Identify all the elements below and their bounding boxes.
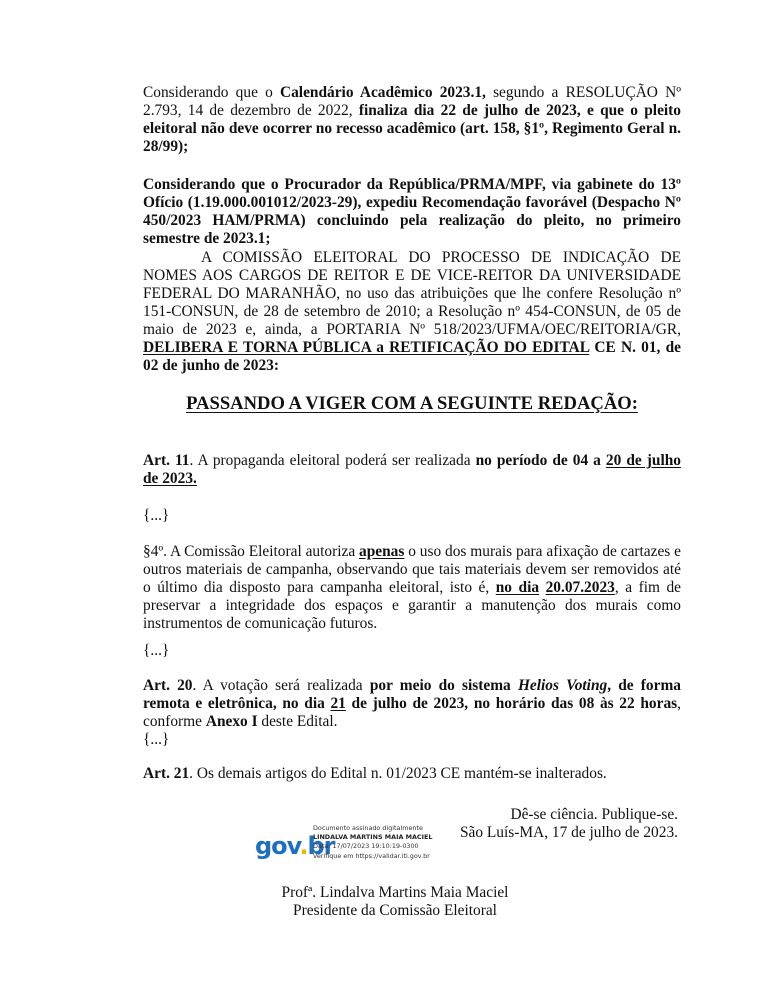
bold-run: de julho de 2023, no horário das 08 às 22 horas [345, 695, 678, 712]
signature-verify-link: Verifique em https://validar.iti.gov.br [313, 851, 430, 860]
paragraph-considerando-calendario [143, 84, 681, 156]
text-run: , a fim de preservar a integridade dos espaços e garantir a manutenção dos murais como instrumentos de comunicação futuros. [143, 579, 681, 632]
closing-line-date: São Luís-MA, 17 de julho de 2023. [459, 824, 678, 841]
ellipsis-marker: {...} [143, 642, 170, 659]
signer-name: LINDALVA MARTINS MAIA MACIEL [313, 833, 433, 842]
bold-run: Anexo I [205, 713, 258, 730]
text-run: . Os demais artigos do Edital n. 01/2023 CE mantém-se inalterados. [189, 765, 607, 782]
ellipsis-marker: {...} [143, 731, 170, 748]
section-heading: PASSANDO A VIGER COM A SEGUINTE REDAÇÃO: [186, 393, 638, 414]
digital-signature-stamp [255, 824, 445, 864]
bold-run: , de forma remota e eletrônica, no dia [143, 677, 681, 712]
bold-underlined-run: apenas [359, 543, 405, 560]
signatory-block [250, 884, 540, 920]
signature-date: Data: 17/07/2023 19:10:19-0300 [313, 842, 419, 851]
bold-underlined-run: no dia [495, 579, 540, 596]
bold-run: Considerando que o Procurador da República/PRMA/MPF, via gabinete do 13º Ofício (1.19.000.001012/2023-29), expediu Recomendação favorável (Despacho Nº 450/2023 HAM/PRMA) concluindo pela realização do pleito, no primeiro semestre de 2023.1; [143, 176, 681, 247]
article-label: Art. 21 [143, 765, 190, 782]
bold-underlined-run: 20 de julho de 2023. [143, 452, 681, 487]
text-run: Considerando que o [143, 84, 280, 101]
bold-run: finaliza dia 22 de julho de 2023, e que o pleito eleitoral não deve ocorrer no recesso acadêmico (art. 158, §1º, Regimento Geral n. 28/99); [143, 102, 682, 155]
text-run: deste Edital. [257, 713, 338, 730]
bold-run: Calendário Acadêmico 2023.1, [279, 84, 486, 101]
text-run: A COMISSÃO ELEITORAL DO PROCESSO DE INDICAÇÃO DE NOMES AOS CARGOS DE REITOR E DE VICE-REITOR DA UNIVERSIDADE FEDERAL DO MARANHÃO, no uso das atribuições que lhe confere Resolução nº 151-CONSUN, de 28 de setembro de 2010; a Resolução nº 454-CONSUN, de 05 de maio de 2023 e, ainda, a PORTARIA Nº 518/2023/UFMA/OEC/REITORIA/GR, [143, 249, 681, 338]
bold-underlined-run: 20.07.2023 [545, 579, 615, 596]
closing-line-publique: Dê-se ciência. Publique-se. [510, 806, 678, 823]
bold-run: por meio do sistema [369, 677, 518, 694]
paragraph-4 [143, 543, 681, 633]
signature-caption: Documento assinado digitalmente [313, 824, 423, 832]
signatory-name: Profª. Lindalva Martins Maia Maciel [281, 884, 509, 901]
signatory-role: Presidente da Comissão Eleitoral [293, 902, 497, 919]
digital-signature-text [313, 824, 432, 861]
bold-underlined-run: 21 [330, 695, 346, 712]
bold-run: CE N. 01, de 02 de junho de 2023: [143, 339, 681, 374]
article-label: Art. 11 [143, 452, 190, 469]
paragraph-considerando-procurador [143, 176, 681, 248]
text-run: o uso dos murais para afixação de cartazes e outros materiais de campanha, observando que tais materiais devem ser removidos até o último dia disposto para campanha eleitoral, isto é, [143, 543, 681, 596]
article-21 [143, 765, 681, 783]
bold-underlined-run: DELIBERA E TORNA PÚBLICA a RETIFICAÇÃO DO EDITAL [143, 339, 590, 356]
text-run: . A votação será realizada [192, 677, 370, 694]
paragraph-comissao-delibera [143, 249, 681, 375]
text-run: §4º. A Comissão Eleitoral autoriza [143, 543, 360, 560]
text-run: . A propaganda eleitoral poderá ser realizada [189, 452, 476, 469]
article-label: Art. 20 [143, 677, 193, 694]
govbr-logo: gov.br [255, 832, 335, 860]
bold-run: no período de 04 a [475, 452, 606, 469]
article-20 [143, 677, 681, 731]
ellipsis-marker: {...} [143, 507, 170, 524]
article-11 [143, 452, 681, 488]
closing-block [440, 806, 678, 842]
text-run: segundo a RESOLUÇÃO Nº 2.793, 14 de dezembro de 2022, [143, 84, 681, 119]
text-run: , conforme [143, 695, 681, 730]
bold-italic-run: Helios Voting [517, 677, 608, 694]
